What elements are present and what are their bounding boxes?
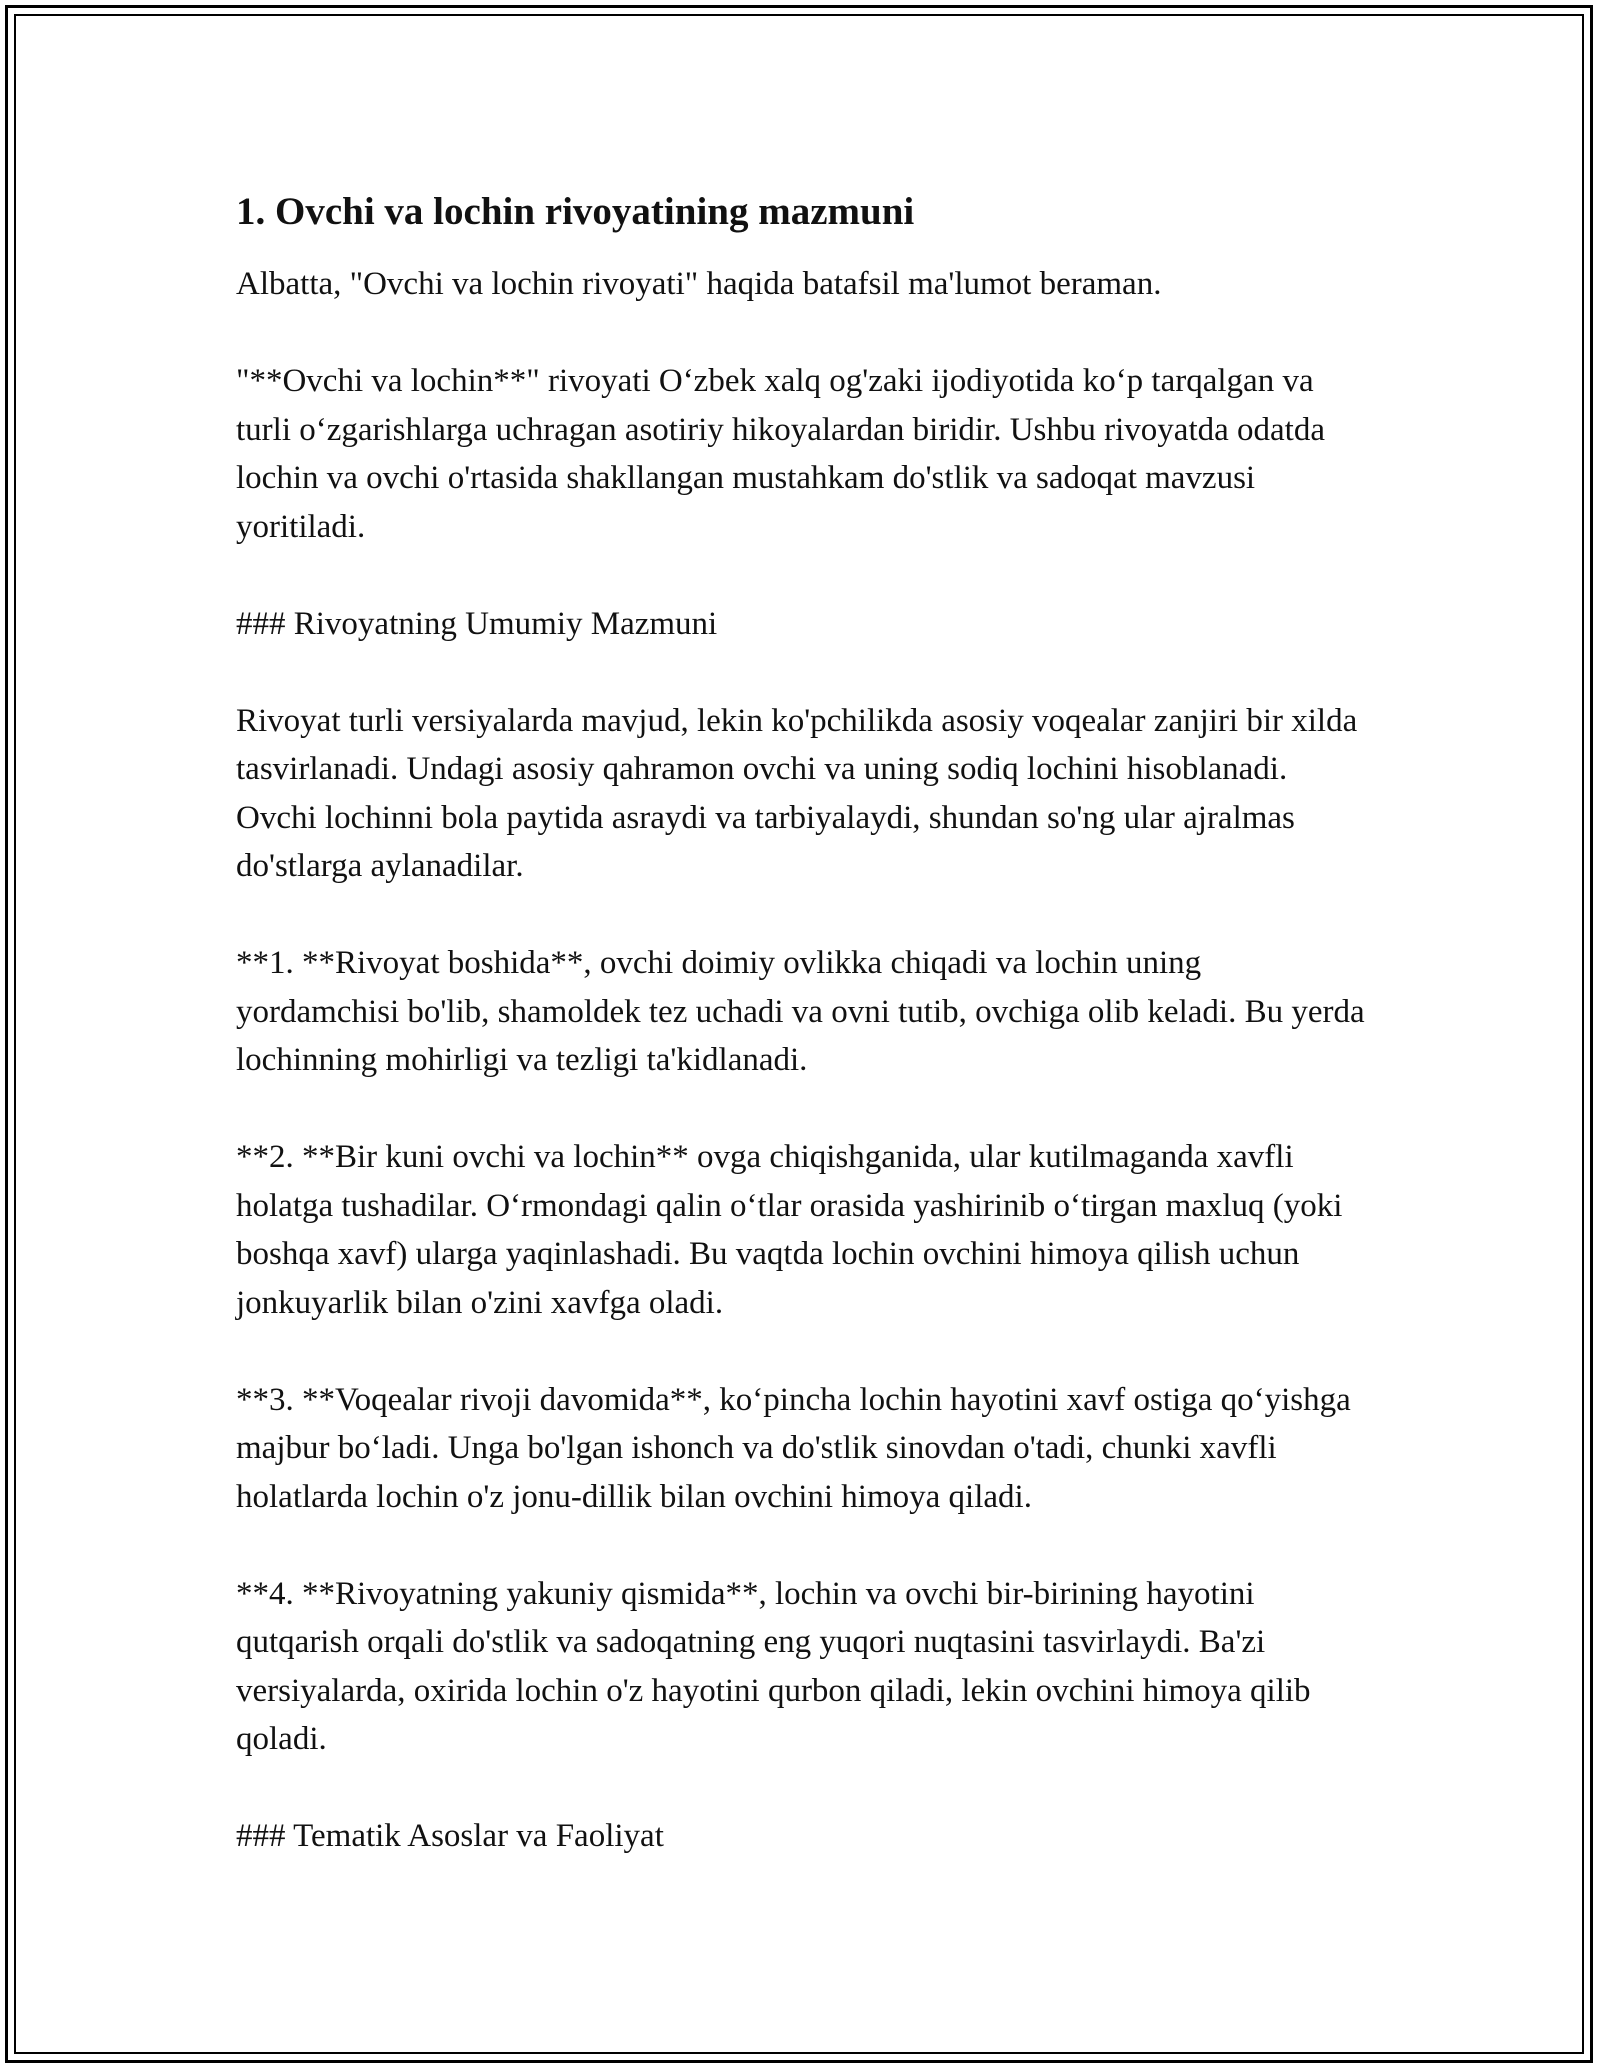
section-heading-summary: ### Rivoyatning Umumiy Mazmuni	[236, 605, 718, 642]
paragraph-intro: Albatta, "Ovchi va lochin rivoyati" haqida batafsil ma'lumot beraman.	[236, 266, 1162, 302]
document-title: 1. Ovchi va lochin rivoyatining mazmuni	[236, 190, 915, 233]
paragraph-point-2: **2. **Bir kuni ovchi va lochin** ovga chiqishganida, ular kutilmaganda xavfli holatga tushadilar. O‘rmondagi qalin o‘tlar orasida yashirinib o‘tirgan maxluq (yoki boshqa xavf) ularga yaqinlashadi. Bu vaqtda lochin ovchini himoya qilish uchun jonkuyarlik bilan o'zini xavfga oladi.	[236, 1139, 1343, 1321]
paragraph-point-1: **1. **Rivoyat boshida**, ovchi doimiy ovlikka chiqadi va lochin uning yordamchisi bo'lib, shamoldek tez uchadi va ovni tutib, ovchiga olib keladi. Bu yerda lochinning mohirligi va tezligi ta'kidlanadi.	[236, 945, 1365, 1078]
document-body	[236, 186, 1366, 1909]
section-heading-themes: ### Tematik Asoslar va Faoliyat	[236, 1818, 664, 1854]
paragraph-point-4: **4. **Rivoyatning yakuniy qismida**, lochin va ovchi bir-birining hayotini qutqarish orqali do'stlik va sadoqatning eng yuqori nuqtasini tasvirlaydi. Ba'zi versiyalarda, oxirida lochin o'z hayotini qurbon qiladi, lekin ovchini himoya qilib qoladi.	[236, 1575, 1311, 1757]
paragraph-overview: "**Ovchi va lochin**" rivoyati O‘zbek xalq og'zaki ijodiyotida ko‘p tarqalgan va turli o‘zgarishlarga uchragan asotiriy hikoyalardan biridir. Ushbu rivoyatda odatda lochin va ovchi o'rtasida shakllangan mustahkam do'stlik va sadoqat mavzusi yoritiladi.	[236, 363, 1325, 545]
paragraph-point-3: **3. **Voqealar rivoji davomida**, ko‘pincha lochin hayotini xavf ostiga qo‘yishga majbur bo‘ladi. Unga bo'lgan ishonch va do'stlik sinovdan o'tadi, chunki xavfli holatlarda lochin o'z jonu-dillik bilan ovchini himoya qiladi.	[236, 1381, 1351, 1515]
paragraph-summary: Rivoyat turli versiyalarda mavjud, lekin ko'pchilikda asosiy voqealar zanjiri bir xilda tasvirlanadi. Undagi asosiy qahramon ovchi va uning sodiq lochini hisoblanadi. Ovchi lochinni bola paytida asraydi va tarbiyalaydi, shundan so'ng ular ajralmas do'stlarga aylanadilar.	[236, 702, 1358, 884]
